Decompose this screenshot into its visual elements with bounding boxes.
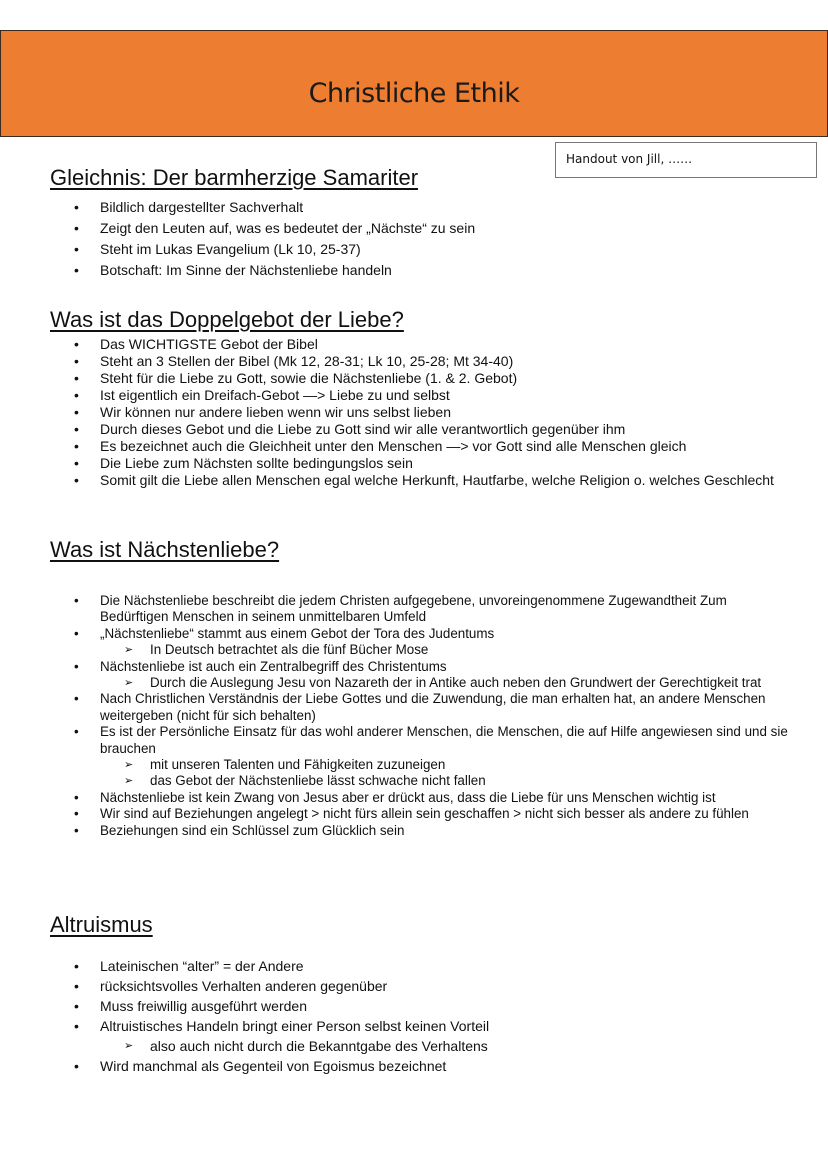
list-item: • Zeigt den Leuten auf, was es bedeutet der „Nächste“ zu sein — [50, 218, 790, 239]
list-item: • Steht für die Liebe zu Gott, sowie die Nächstenliebe (1. & 2. Gebot) — [50, 370, 790, 387]
list-item: • Steht an 3 Stellen der Bibel (Mk 12, 28-31; Lk 10, 25-28; Mt 34-40) — [50, 353, 790, 370]
section-samariter — [50, 165, 790, 281]
list-item: • Wird manchmal als Gegenteil von Egoismus bezeichnet — [50, 1056, 790, 1076]
sub-list-item: ➢ mit unseren Talenten und Fähigkeiten zuzuneigen — [50, 757, 790, 773]
bullet-list — [50, 956, 790, 1076]
list-item: • Es bezeichnet auch die Gleichheit unter den Menschen —> vor Gott sind alle Menschen gleich — [50, 438, 790, 455]
bullet-list — [50, 197, 790, 281]
list-item: • Es ist der Persönliche Einsatz für das wohl anderer Menschen, die Menschen, die auf Hilfe angewiesen sind und sie brauchen — [50, 724, 790, 757]
section-heading: Was ist Nächstenliebe? — [50, 537, 280, 562]
list-item: • Nach Christlichen Verständnis der Liebe Gottes und die Zuwendung, die man erhalten hat, an andere Menschen weitergeben (nicht für sich behalten) — [50, 691, 790, 724]
list-item: • Nächstenliebe ist kein Zwang von Jesus aber er drückt aus, dass die Liebe für uns Menschen wichtig ist — [50, 790, 790, 806]
handout-author-box: Handout von Jill, …… — [555, 142, 817, 178]
list-item: • Wir sind auf Beziehungen angelegt > nicht fürs allein sein geschaffen > nicht sich besser als andere zu fühlen — [50, 806, 790, 822]
list-item: • Somit gilt die Liebe allen Menschen egal welche Herkunft, Hautfarbe, welche Religion o. welches Geschlecht — [50, 472, 790, 489]
list-item: • Bildlich dargestellter Sachverhalt — [50, 197, 790, 218]
section-heading: Was ist das Doppelgebot der Liebe? — [50, 307, 404, 332]
sub-list-item: ➢ Durch die Auslegung Jesu von Nazareth der in Antike auch neben den Grundwert der Gerechtigkeit trat — [50, 675, 790, 691]
list-item: • Altruistisches Handeln bringt einer Person selbst keinen Vorteil — [50, 1016, 790, 1036]
bullet-list — [50, 336, 790, 489]
bullet-list — [50, 593, 790, 839]
section-heading: Gleichnis: Der barmherzige Samariter — [50, 165, 419, 190]
list-item: • Durch dieses Gebot und die Liebe zu Gott sind wir alle verantwortlich gegenüber ihm — [50, 421, 790, 438]
section-naechstenliebe — [50, 537, 790, 839]
section-doppelgebot — [50, 307, 790, 489]
list-item: • Beziehungen sind ein Schlüssel zum Glücklich sein — [50, 823, 790, 839]
list-item: • Lateinischen “alter” = der Andere — [50, 956, 790, 976]
page-title: Christliche Ethik — [308, 78, 520, 109]
list-item: • Steht im Lukas Evangelium (Lk 10, 25-37) — [50, 239, 790, 260]
list-item: • Die Nächstenliebe beschreibt die jedem Christen aufgegebene, unvoreingenommene Zugewandtheit Zum Bedürftigen Menschen in seinem unmittelbaren Umfeld — [50, 593, 790, 626]
list-item: • Die Liebe zum Nächsten sollte bedingungslos sein — [50, 455, 790, 472]
sub-list-item: ➢ das Gebot der Nächstenliebe lässt schwache nicht fallen — [50, 773, 790, 789]
sub-list-item: ➢ In Deutsch betrachtet als die fünf Bücher Mose — [50, 642, 790, 658]
section-heading: Altruismus — [50, 912, 153, 937]
list-item: • Wir können nur andere lieben wenn wir uns selbst lieben — [50, 404, 790, 421]
section-altruismus — [50, 912, 790, 1076]
list-item: • „Nächstenliebe“ stammt aus einem Gebot der Tora des Judentums — [50, 626, 790, 642]
list-item: • Nächstenliebe ist auch ein Zentralbegriff des Christentums — [50, 659, 790, 675]
list-item: • Ist eigentlich ein Dreifach-Gebot —> Liebe zu und selbst — [50, 387, 790, 404]
sub-list-item: ➢ also auch nicht durch die Bekanntgabe des Verhaltens — [50, 1036, 790, 1056]
list-item: • Muss freiwillig ausgeführt werden — [50, 996, 790, 1016]
list-item: • Das WICHTIGSTE Gebot der Bibel — [50, 336, 790, 353]
list-item: • rücksichtsvolles Verhalten anderen gegenüber — [50, 976, 790, 996]
list-item: • Botschaft: Im Sinne der Nächstenliebe handeln — [50, 260, 790, 281]
